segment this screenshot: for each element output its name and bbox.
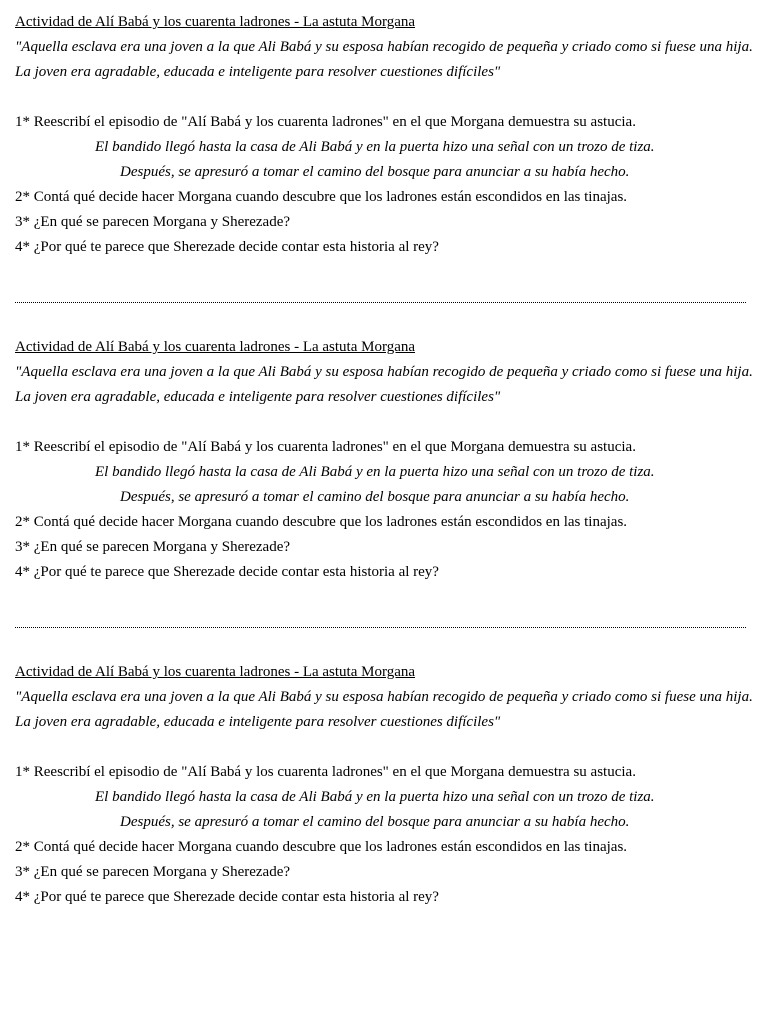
dotted-separator [15, 610, 753, 635]
blank-line [15, 310, 753, 335]
question-1-excerpt-line-2: Después, se apresuró a tomar el camino del bosque para anunciar a su había hecho. [120, 489, 630, 505]
activity-block-2 [15, 335, 753, 585]
activity-title: Actividad de Alí Babá y los cuarenta ladrones - La astuta Morgana [15, 339, 416, 355]
blank-line [15, 735, 753, 760]
question-1: 1* Reescribí el episodio de "Alí Babá y los cuarenta ladrones" en el que Morgana demuestra su astucia. [15, 764, 636, 780]
question-4: 4* ¿Por qué te parece que Sherezade decide contar esta historia al rey? [15, 239, 439, 255]
activity-quote: "Aquella esclava era una joven a la que Ali Babá y su esposa habían recogido de pequeña y criado como si fuese una hija. La joven era agradable, educada e inteligente para resolver cuestiones difíciles" [15, 689, 753, 730]
activity-block-1 [15, 10, 753, 260]
question-3: 3* ¿En qué se parecen Morgana y Sherezade? [15, 539, 291, 555]
worksheet-page [15, 10, 753, 910]
activity-title: Actividad de Alí Babá y los cuarenta ladrones - La astuta Morgana [15, 14, 416, 30]
question-2: 2* Contá qué decide hacer Morgana cuando descubre que los ladrones están escondidos en las tinajas. [15, 514, 628, 530]
question-1: 1* Reescribí el episodio de "Alí Babá y los cuarenta ladrones" en el que Morgana demuestra su astucia. [15, 439, 636, 455]
question-1: 1* Reescribí el episodio de "Alí Babá y los cuarenta ladrones" en el que Morgana demuestra su astucia. [15, 114, 636, 130]
question-1-excerpt-line-1: El bandido llegó hasta la casa de Ali Babá y en la puerta hizo una señal con un trozo de tiza. [95, 789, 655, 805]
activity-quote: "Aquella esclava era una joven a la que Ali Babá y su esposa habían recogido de pequeña y criado como si fuese una hija. La joven era agradable, educada e inteligente para resolver cuestiones difíciles" [15, 364, 753, 405]
question-1-excerpt-line-1: El bandido llegó hasta la casa de Ali Babá y en la puerta hizo una señal con un trozo de tiza. [95, 139, 655, 155]
blank-line [15, 85, 753, 110]
blank-line [15, 260, 753, 285]
question-2: 2* Contá qué decide hacer Morgana cuando descubre que los ladrones están escondidos en las tinajas. [15, 189, 628, 205]
question-1-excerpt-line-2: Después, se apresuró a tomar el camino del bosque para anunciar a su había hecho. [120, 814, 630, 830]
activity-quote: "Aquella esclava era una joven a la que Ali Babá y su esposa habían recogido de pequeña y criado como si fuese una hija. La joven era agradable, educada e inteligente para resolver cuestiones difíciles" [15, 39, 753, 80]
question-3: 3* ¿En qué se parecen Morgana y Sherezade? [15, 864, 291, 880]
question-2: 2* Contá qué decide hacer Morgana cuando descubre que los ladrones están escondidos en las tinajas. [15, 839, 628, 855]
question-1-excerpt-line-2: Después, se apresuró a tomar el camino del bosque para anunciar a su había hecho. [120, 164, 630, 180]
question-3: 3* ¿En qué se parecen Morgana y Sherezade? [15, 214, 291, 230]
blank-line [15, 585, 753, 610]
question-1-excerpt-line-1: El bandido llegó hasta la casa de Ali Babá y en la puerta hizo una señal con un trozo de tiza. [95, 464, 655, 480]
activity-block-3 [15, 660, 753, 910]
activity-title: Actividad de Alí Babá y los cuarenta ladrones - La astuta Morgana [15, 664, 416, 680]
question-4: 4* ¿Por qué te parece que Sherezade decide contar esta historia al rey? [15, 564, 439, 580]
blank-line [15, 635, 753, 660]
dotted-separator [15, 285, 753, 310]
blank-line [15, 410, 753, 435]
question-4: 4* ¿Por qué te parece que Sherezade decide contar esta historia al rey? [15, 889, 439, 905]
